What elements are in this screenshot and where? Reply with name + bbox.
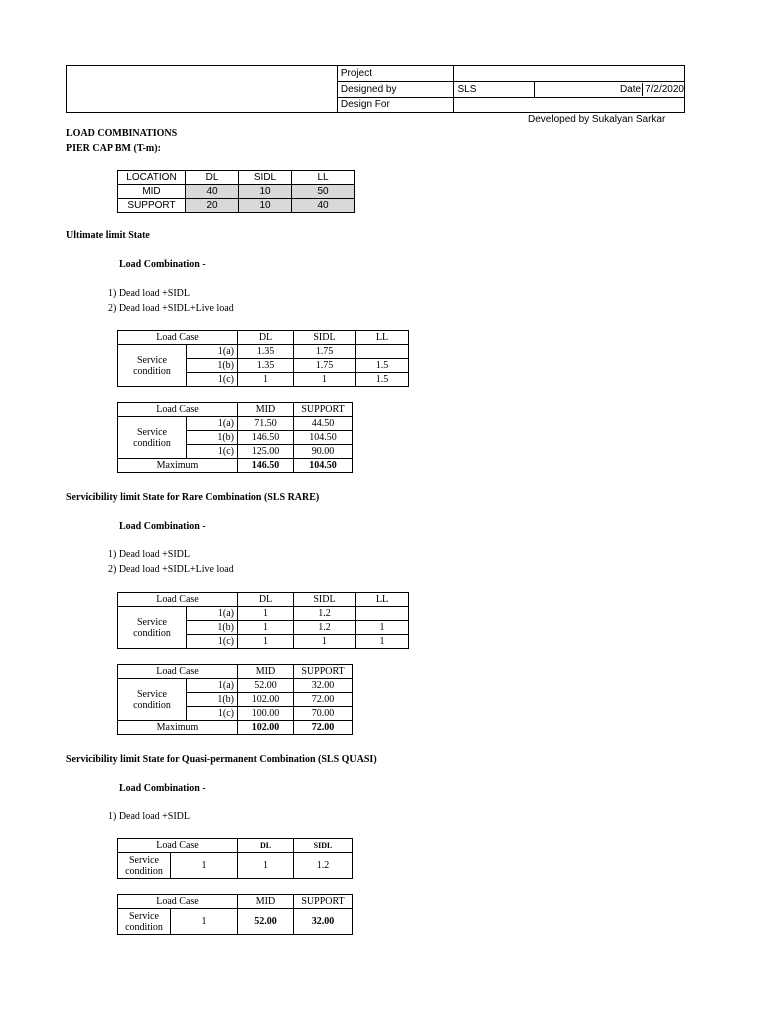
project-label: Project [337,66,454,82]
quasi-r-support: 32.00 [294,909,353,935]
sls-rare-factor-table [117,592,409,649]
uls-f-ll [356,345,409,359]
uls-f-header-case: Load Case [118,331,238,345]
table-row [118,607,409,621]
rare-f-dl: 1 [238,621,294,635]
rare-f-dl: 1 [238,607,294,621]
date-value: 7/2/2020 [645,84,684,95]
table-row [118,417,353,431]
uls-f-ll: 1.5 [356,359,409,373]
rare-f-header-dl: DL [238,593,294,607]
quasi-f-header-sidl: SIDL [294,839,353,853]
uls-f-case: 1(c) [187,373,238,387]
uls-f-dl: 1 [238,373,294,387]
table-row [118,199,355,213]
quasi-r-header-case: Load Case [118,895,238,909]
bm-header-location: LOCATION [118,171,186,185]
rare-r-mid: 100.00 [238,707,294,721]
sls-quasi-factor-table [117,838,353,879]
sls-rare-result-table [117,664,353,735]
quasi-r-mid: 52.00 [238,909,294,935]
uls-r-mid: 125.00 [238,445,294,459]
bm-location: MID [118,185,186,199]
quasi-r-header-support: SUPPORT [294,895,353,909]
header-blank-cell [67,66,338,113]
developed-by: Developed by Sukalyan Sarkar [528,114,666,125]
rare-f-header-sidl: SIDL [294,593,356,607]
project-value [454,66,685,82]
designed-by-label: Designed by [337,82,454,97]
designed-by-value: SLS [454,82,535,97]
rare-f-case: 1(b) [187,621,238,635]
date-label: Date [538,83,643,96]
rare-r-case: 1(c) [187,707,238,721]
uls-f-sidl: 1.75 [294,359,356,373]
rare-f-dl: 1 [238,635,294,649]
rare-r-header-mid: MID [238,665,294,679]
uls-f-ll: 1.5 [356,373,409,387]
rare-r-header-case: Load Case [118,665,238,679]
uls-f-sidl: 1.75 [294,345,356,359]
quasi-r-header-mid: MID [238,895,294,909]
rare-f-group: Service condition [118,607,187,649]
rare-r-case: 1(a) [187,679,238,693]
quasi-r-case: 1 [171,909,238,935]
uls-r-support: 90.00 [294,445,353,459]
table-row [118,721,353,735]
uls-r-header-mid: MID [238,403,294,417]
rare-r-mid: 102.00 [238,693,294,707]
quasi-f-header-case: Load Case [118,839,238,853]
sls-rare-combo-title: Load Combination - [119,521,206,532]
table-row [118,185,355,199]
uls-r-header-support: SUPPORT [294,403,353,417]
uls-combo-2: 2) Dead load +SIDL+Live load [108,303,234,314]
rare-f-header-case: Load Case [118,593,238,607]
pier-cap-title: PIER CAP BM (T-m): [66,143,161,154]
uls-r-case: 1(b) [187,431,238,445]
uls-combo-title: Load Combination - [119,259,206,270]
uls-f-case: 1(b) [187,359,238,373]
quasi-r-group: Service condition [118,909,171,935]
quasi-f-dl: 1 [238,853,294,879]
uls-f-group: Service condition [118,345,187,387]
bm-sidl: 10 [239,185,292,199]
rare-r-max-support: 72.00 [294,721,353,735]
uls-f-header-ll: LL [356,331,409,345]
rare-r-group: Service condition [118,679,187,721]
bm-dl: 20 [186,199,239,213]
rare-r-case: 1(b) [187,693,238,707]
rare-f-ll [356,607,409,621]
uls-r-max-label: Maximum [118,459,238,473]
uls-f-header-sidl: SIDL [294,331,356,345]
sls-quasi-combo-1: 1) Dead load +SIDL [108,811,191,822]
rare-r-support: 70.00 [294,707,353,721]
uls-r-support: 104.50 [294,431,353,445]
load-combinations-title: LOAD COMBINATIONS [66,128,178,139]
uls-r-mid: 71.50 [238,417,294,431]
table-row [118,459,353,473]
rare-f-ll: 1 [356,621,409,635]
header-table [66,65,685,113]
bm-header-sidl: SIDL [239,171,292,185]
uls-factor-table [117,330,409,387]
bm-sidl: 10 [239,199,292,213]
uls-f-header-dl: DL [238,331,294,345]
quasi-f-case: 1 [171,853,238,879]
date-cell [535,82,685,97]
quasi-f-group: Service condition [118,853,171,879]
uls-combo-1: 1) Dead load +SIDL [108,288,191,299]
rare-f-case: 1(a) [187,607,238,621]
sls-rare-combo-2: 2) Dead load +SIDL+Live load [108,564,234,575]
design-for-label: Design For [337,97,454,112]
sls-rare-title: Servicibility limit State for Rare Combination (SLS RARE) [66,492,320,503]
uls-r-support: 44.50 [294,417,353,431]
uls-result-table [117,402,353,473]
rare-r-support: 72.00 [294,693,353,707]
table-row [118,345,409,359]
uls-r-max-mid: 146.50 [238,459,294,473]
rare-r-support: 32.00 [294,679,353,693]
sls-quasi-title: Servicibility limit State for Quasi-permanent Combination (SLS QUASI) [66,754,377,765]
bm-header-dl: DL [186,171,239,185]
uls-r-case: 1(c) [187,445,238,459]
bm-table [117,170,355,213]
rare-r-mid: 52.00 [238,679,294,693]
quasi-f-sidl: 1.2 [294,853,353,879]
sls-quasi-result-table [117,894,353,935]
rare-f-case: 1(c) [187,635,238,649]
bm-header-ll: LL [292,171,355,185]
design-for-value [454,97,685,112]
rare-r-max-mid: 102.00 [238,721,294,735]
uls-f-case: 1(a) [187,345,238,359]
sls-quasi-combo-title: Load Combination - [119,783,206,794]
uls-f-sidl: 1 [294,373,356,387]
bm-ll: 40 [292,199,355,213]
uls-title: Ultimate limit State [66,230,150,241]
quasi-f-header-dl: DL [238,839,294,853]
uls-f-dl: 1.35 [238,359,294,373]
rare-f-sidl: 1 [294,635,356,649]
bm-dl: 40 [186,185,239,199]
uls-r-group: Service condition [118,417,187,459]
rare-r-max-label: Maximum [118,721,238,735]
bm-ll: 50 [292,185,355,199]
rare-f-ll: 1 [356,635,409,649]
bm-location: SUPPORT [118,199,186,213]
uls-r-mid: 146.50 [238,431,294,445]
rare-f-sidl: 1.2 [294,621,356,635]
table-row [118,853,353,879]
uls-r-case: 1(a) [187,417,238,431]
rare-f-header-ll: LL [356,593,409,607]
rare-f-sidl: 1.2 [294,607,356,621]
uls-r-max-support: 104.50 [294,459,353,473]
uls-f-dl: 1.35 [238,345,294,359]
sls-rare-combo-1: 1) Dead load +SIDL [108,549,191,560]
table-row [118,679,353,693]
rare-r-header-support: SUPPORT [294,665,353,679]
table-row [118,909,353,935]
uls-r-header-case: Load Case [118,403,238,417]
